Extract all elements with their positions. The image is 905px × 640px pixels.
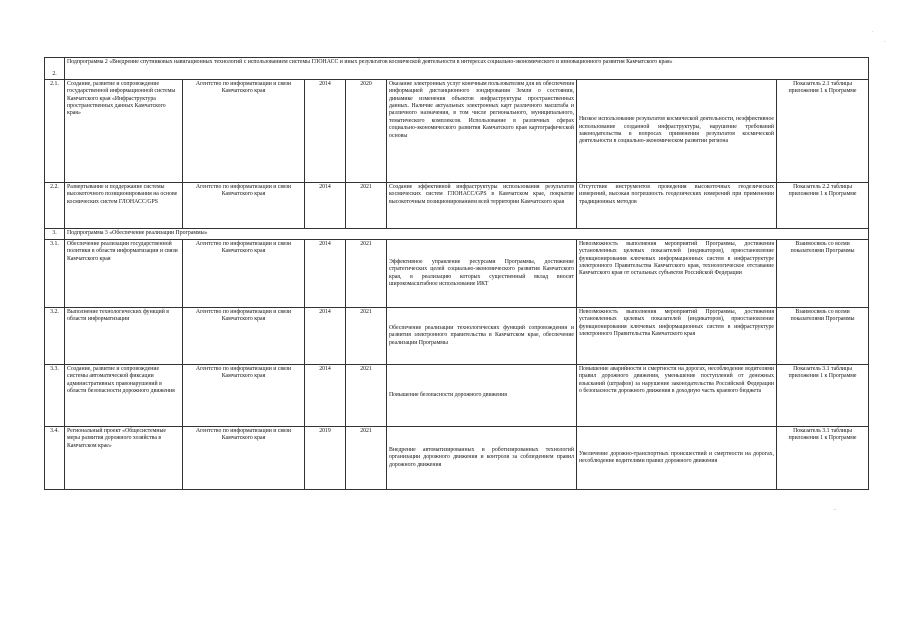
executor: Агентство по информатизации и связи Камчатского края <box>183 427 305 490</box>
table-row <box>45 80 869 183</box>
row-number: 2.2. <box>45 183 65 229</box>
measure-name: Обеспечение реализации государственной политики в области информатизации и связи Камчатского края <box>65 240 183 308</box>
executor: Агентство по информатизации и связи Камчатского края <box>183 183 305 229</box>
start-year: 2014 <box>305 365 346 427</box>
table-row <box>45 308 869 365</box>
row-number: 3.2. <box>45 308 65 365</box>
measure-name: Выполнение технологических функций в области информатизации <box>65 308 183 365</box>
expected-result: Создание эффективной инфраструктуры использования результатов космических систем ГЛОНАСС/GPS в Камчатском крае, покрытие высокоточным позиционированием всей территории Камчатского края <box>387 183 577 229</box>
row-number: 3. <box>45 229 65 240</box>
start-year: 2014 <box>305 183 346 229</box>
scan-speck: · <box>884 40 886 45</box>
expected-result: Эффективное управление ресурсами Программы, достижение стратегических целей социально-экономического развития Камчатского края, в реализацию которых существенный вклад вносит широкомасштабное использование ИКТ <box>387 240 577 308</box>
indicator-link: Показатель 2.2 таблицы приложения 1 к Программе <box>777 183 869 229</box>
non-implementation-consequence: Низкое использование результатов космической деятельности, неэффективное использование созданной инфраструктуры, нарушение требований законодательства в вопросах применения результатов космической деятельности в социально-экономическом развитии региона <box>577 80 777 183</box>
row-number: 3.1. <box>45 240 65 308</box>
non-implementation-consequence: Невозможность выполнения мероприятий Программы, достижения установленных целевых показателей (индикаторов), приостановление функционирования ключевых информационных систем в инфраструктуре электронного Правительства Камчатского края, технологическое отставание Камчатского края от остальных субъектов Российской Федерации <box>577 240 777 308</box>
executor: Агентство по информатизации и связи Камчатского края <box>183 240 305 308</box>
subprogram-title: Подпрограмма 2 «Внедрение спутниковых навигационных технологий с использованием системы ГЛОНАСС и иных результатов космической деятельности в интересах социально-экономического и инновационного развития Камчатского края» <box>65 58 869 80</box>
end-year: 2021 <box>346 183 387 229</box>
end-year: 2021 <box>346 427 387 490</box>
end-year: 2020 <box>346 80 387 183</box>
non-implementation-consequence: Повышение аварийности и смертности на дорогах, несоблюдение водителями правил дорожного движения, уменьшение поступлений от денежных взысканий (штрафов) за нарушение законодательства Российской Федерации о безопасности дорожного движения в доходную часть краевого бюджета <box>577 365 777 427</box>
start-year: 2014 <box>305 80 346 183</box>
measure-name: Создание, развитие и сопровождение государственной информационной системы Камчатского края «Инфраструктура пространственных данных Камчатского края» <box>65 80 183 183</box>
table-row <box>45 183 869 229</box>
indicator-link: Взаимосвязь со всеми показателями Программы <box>777 308 869 365</box>
start-year: 2014 <box>305 308 346 365</box>
scan-speck: · <box>872 30 874 35</box>
row-number: 2. <box>45 58 65 80</box>
indicator-link: Показатель 2.1 таблицы приложения 1 к Программе <box>777 80 869 183</box>
subprogram-row <box>45 58 869 80</box>
end-year: 2021 <box>346 240 387 308</box>
end-year: 2021 <box>346 365 387 427</box>
indicator-link: Показатель 3.1 таблицы приложения 1 к Программе <box>777 427 869 490</box>
table-row <box>45 240 869 308</box>
non-implementation-consequence: Увеличение дорожно-транспортных происшествий и смертности на дорогах, несоблюдение водителями правил дорожного движения <box>577 427 777 490</box>
start-year: 2014 <box>305 240 346 308</box>
expected-result: Повышение безопасности дорожного движения <box>387 365 577 427</box>
executor: Агентство по информатизации и связи Камчатского края <box>183 365 305 427</box>
row-number: 3.3. <box>45 365 65 427</box>
table-row <box>45 427 869 490</box>
expected-result: Оказание электронных услуг конечным пользователям для их обеспечения информацией дистанционного зондирования Земли о состоянии, динамике изменения объектов инфраструктуры пространственных данных. Наличие актуальных электронных карт различного масштаба и различного назначения, в том числе регионального, муниципального, тематического комплексов. Использование в различных сферах социально-экономического развития Камчатского края картографической основы <box>387 80 577 183</box>
measure-name: Региональный проект «Общесистемные меры развития дорожного хозяйства в Камчатском крае» <box>65 427 183 490</box>
row-number: 3.4. <box>45 427 65 490</box>
expected-result: Внедрение автоматизированных и роботизированных технологий организации дорожного движения и контроля за соблюдением правил дорожного движения <box>387 427 577 490</box>
start-year: 2019 <box>305 427 346 490</box>
table-row <box>45 365 869 427</box>
executor: Агентство по информатизации и связи Камчатского края <box>183 80 305 183</box>
non-implementation-consequence: Отсутствие инструментов проведения высокоточных геодезических измерений, высокая погрешность геодезических измерений при применении традиционных методов <box>577 183 777 229</box>
measure-name: Развертывание и поддержание системы высокоточного позиционирования на основе космических систем ГЛОНАСС/GPS <box>65 183 183 229</box>
subprogram-row <box>45 229 869 240</box>
program-measures-table <box>44 57 869 490</box>
indicator-link: Показатель 3.1 таблицы приложения 1 к Программе <box>777 365 869 427</box>
end-year: 2021 <box>346 308 387 365</box>
indicator-link: Взаимосвязь со всеми показателями Программы <box>777 240 869 308</box>
executor: Агентство по информатизации и связи Камчатского края <box>183 308 305 365</box>
non-implementation-consequence: Невозможность выполнения мероприятий Программы, достижения установленных целевых показателей (индикаторов), приостановление функционирования ключевых информационных систем в инфраструктуре электронного Правительства Камчатского края <box>577 308 777 365</box>
scan-speck: ‸ <box>834 506 836 511</box>
subprogram-title: Подпрограмма 3 «Обеспечение реализации Программы» <box>65 229 869 240</box>
expected-result: Обеспечение реализации технологических функций сопровождения и развития электронного правительства в Камчатском крае, обеспечение реализации Программы <box>387 308 577 365</box>
measure-name: Создание, развитие и сопровождение системы автоматической фиксации административных правонарушений в области безопасности дорожного движения <box>65 365 183 427</box>
row-number: 2.1. <box>45 80 65 183</box>
